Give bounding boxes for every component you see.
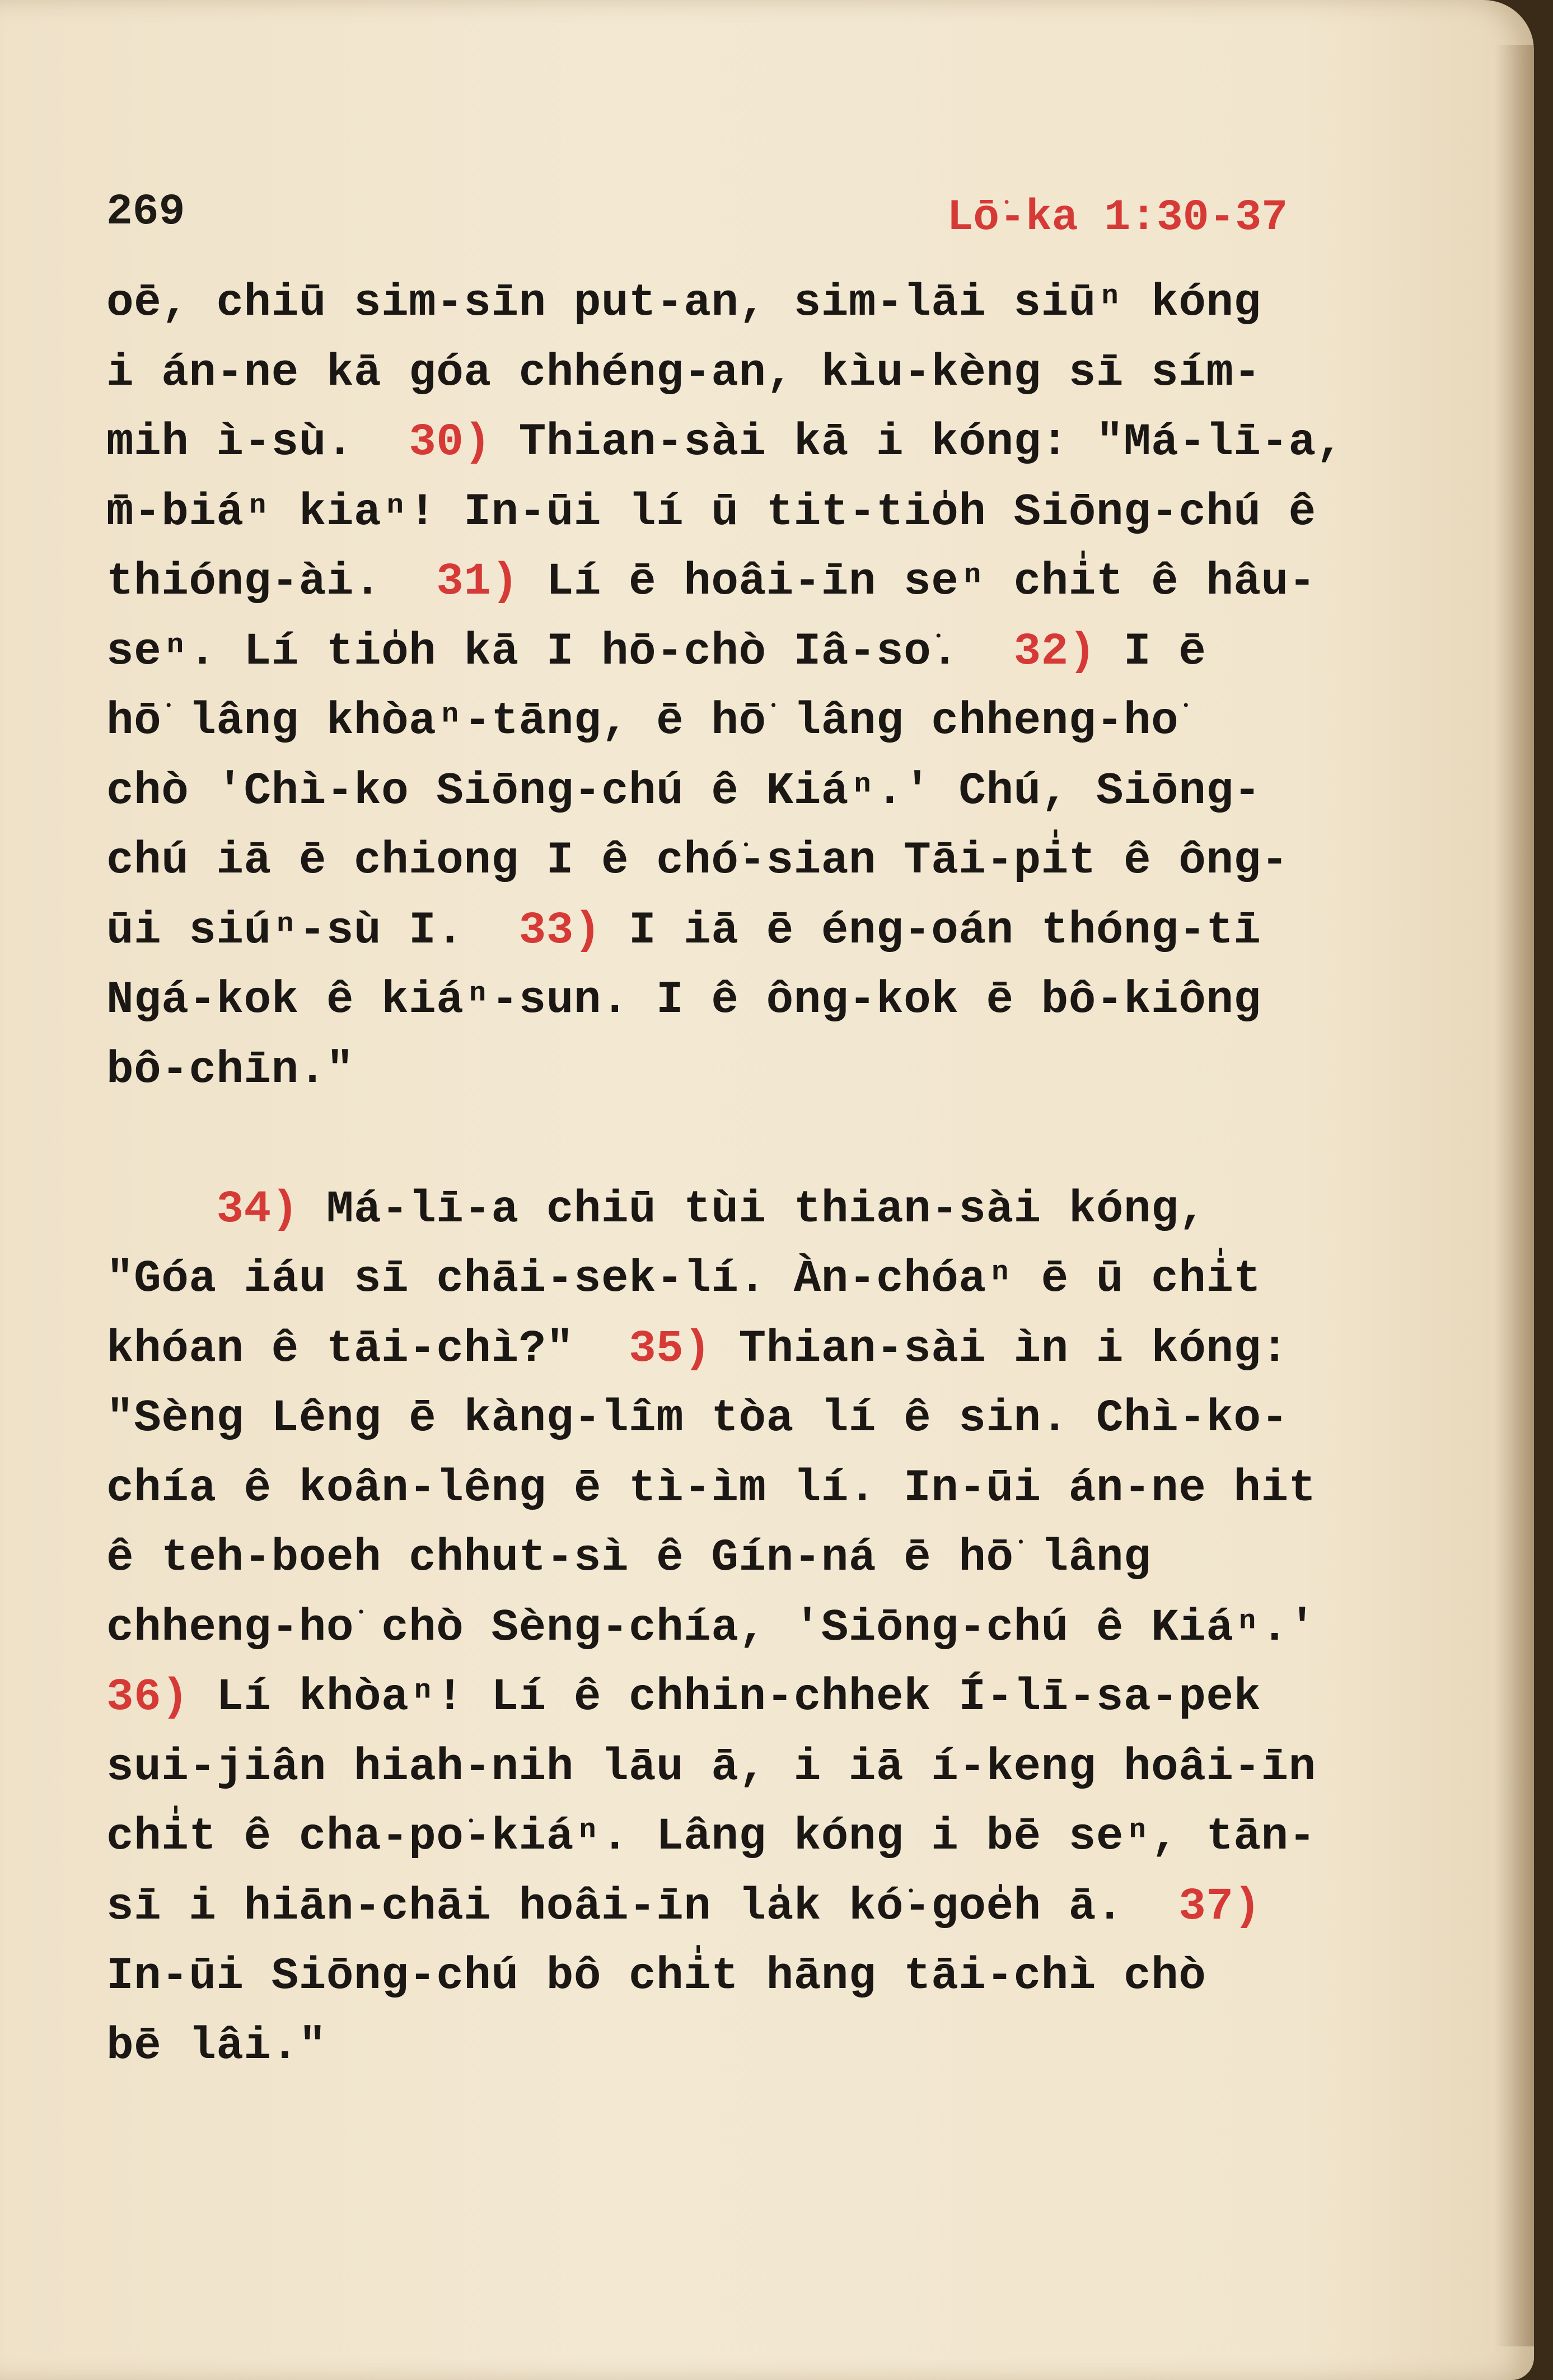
line-text: Lí khòaⁿ! Lí ê chhin-chhek Í-lī-sa-pek (189, 1672, 1261, 1723)
verse-number: 32) (1013, 626, 1096, 678)
text-line (106, 408, 1394, 478)
text-line (106, 478, 1394, 548)
text-line (106, 1594, 1394, 1664)
text-line (106, 1245, 1394, 1315)
line-text: chú iā ē chiong I ê chó͘-sian Tāi-pi̍t ê ông- (106, 836, 1289, 886)
line-text: i án-ne kā góa chhéng-an, kìu-kèng sī sím- (106, 347, 1261, 399)
line-text: chheng-ho͘ chò Sèng-chía, 'Siōng-chú ê Kiáⁿ.' (106, 1602, 1316, 1654)
text-line (106, 339, 1394, 409)
verse-number: 35) (629, 1323, 712, 1375)
page-header (106, 188, 1288, 255)
text-line (106, 827, 1394, 897)
text-line (106, 687, 1394, 757)
line-text: "Góa iáu sī chāi-sek-lí. Àn-chóaⁿ ē ū chi̍t (106, 1254, 1261, 1305)
text-line (106, 1803, 1394, 1873)
page-number: 269 (106, 188, 185, 237)
line-text: I iā ē éng-oán thóng-tī (601, 905, 1261, 956)
body-text (106, 269, 1394, 2082)
text-line (106, 1663, 1394, 1733)
text-line (106, 757, 1394, 827)
paragraph-gap (106, 1105, 1394, 1175)
line-lead: seⁿ. Lí tio̍h kā I hō-chò Iâ-so͘. (106, 626, 1014, 678)
line-text: ê teh-boeh chhut-sì ê Gín-ná ē hō͘ lâng (106, 1533, 1152, 1584)
line-text: oē, chiū sim-sīn put-an, sim-lāi siūⁿ kóng (106, 278, 1261, 329)
text-line (106, 1733, 1394, 1803)
text-line (106, 548, 1394, 618)
verse-number: 33) (518, 905, 601, 956)
text-line (106, 1942, 1394, 2012)
verse-number: 31) (436, 557, 519, 608)
text-line (106, 1384, 1394, 1454)
text-line (106, 1315, 1394, 1385)
line-text: Ngá-kok ê kiáⁿ-sun. I ê ông-kok ē bô-kiông (106, 975, 1261, 1026)
line-text: hō͘ lâng khòaⁿ-tāng, ē hō͘ lâng chheng-ho͘ (106, 696, 1179, 747)
line-text: chò 'Chì-ko Siōng-chú ê Kiáⁿ.' Chú, Siōng- (106, 766, 1261, 817)
line-lead: mih ì-sù. (106, 417, 409, 468)
line-lead: khóan ê tāi-chì?" (106, 1323, 629, 1375)
text-line (106, 269, 1394, 339)
text-line (106, 1524, 1394, 1594)
line-text: Thian-sài kā i kóng: "Má-lī-a, (491, 417, 1344, 468)
line-lead: sī i hiān-chāi hoâi-īn la̍k kó͘-goe̍h ā. (106, 1881, 1179, 1933)
line-text: chía ê koân-lêng ē tì-ìm lí. In-ūi án-ne hit (106, 1463, 1316, 1514)
text-line (106, 1036, 1394, 1106)
line-text: sui-jiân hiah-nih lāu ā, i iā í-keng hoâi-īn (106, 1742, 1316, 1793)
text-line (106, 966, 1394, 1036)
verse-number: 34) (216, 1184, 299, 1235)
line-lead: ūi siúⁿ-sù I. (106, 905, 519, 956)
paragraph-2 (106, 1175, 1394, 2082)
line-text: In-ūi Siōng-chú bô chi̍t hāng tāi-chì chò (106, 1951, 1206, 2002)
text-line (106, 1454, 1394, 1524)
verse-number: 37) (1178, 1881, 1261, 1933)
line-text: m̄-biáⁿ kiaⁿ! In-ūi lí ū tit-tio̍h Siōng-chú ê (106, 487, 1316, 538)
line-text: bē lâi." (106, 2020, 326, 2072)
verse-number: 30) (409, 417, 492, 468)
text-line (106, 618, 1394, 688)
line-text: bô-chīn." (106, 1044, 354, 1096)
paragraph-1 (106, 269, 1394, 1105)
line-lead (106, 1184, 216, 1235)
line-text: I ē (1096, 626, 1206, 678)
text-line (106, 1873, 1394, 1943)
line-text: "Sèng Lêng ē kàng-lîm tòa lí ê sin. Chì-ko- (106, 1393, 1289, 1444)
text-line (106, 2012, 1394, 2082)
text-line (106, 1175, 1394, 1245)
text-line (106, 897, 1394, 967)
running-head: Lō͘-ka 1:30-37 (947, 193, 1288, 242)
line-lead: thióng-ài. (106, 557, 437, 608)
line-text: Lí ē hoâi-īn seⁿ chi̍t ê hâu- (518, 557, 1316, 608)
verse-number: 36) (106, 1672, 189, 1723)
line-text: chi̍t ê cha-po͘-kiáⁿ. Lâng kóng i bē seⁿ, tān- (106, 1812, 1316, 1863)
line-text: Thian-sài ìn i kóng: (711, 1323, 1289, 1375)
line-text: Má-lī-a chiū tùi thian-sài kóng, (298, 1184, 1206, 1235)
